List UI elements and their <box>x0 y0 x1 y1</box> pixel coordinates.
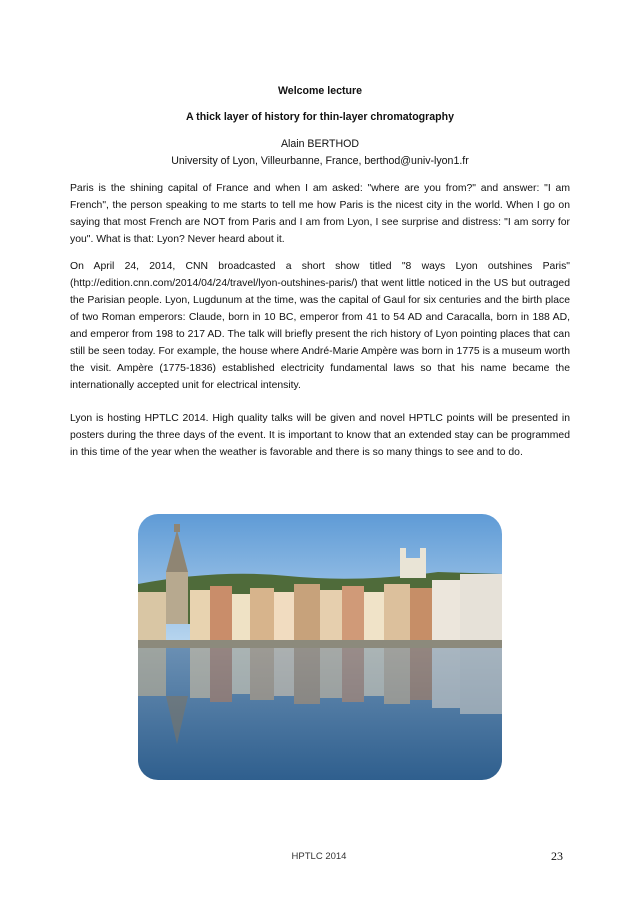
author-name: Alain BERTHOD <box>280 138 360 150</box>
paragraph-1: Paris is the shining capital of France and when I am asked: "where are you from?" and answer: "I am French", the person speaking to me starts to tell me how Paris is the nicest city in the world. When I go on saying that most French are NOT from Paris and I am from Lyon, I see surprise and distress: "I am sorry for you". What is that: Lyon? Never heard about it. <box>70 183 570 245</box>
page-number: 23 <box>551 849 563 863</box>
author-affiliation: University of Lyon, Villeurbanne, France, berthod@univ-lyon1.fr <box>171 155 469 167</box>
lecture-type: Welcome lecture <box>278 85 362 97</box>
paragraph-3: Lyon is hosting HPTLC 2014. High quality talks will be given and novel HPTLC points will be presented in posters during the three days of the event. It is important to know that an extended stay can be programmed in this time of the year when the weather is favorable and there is so many things to see and to do. <box>70 413 570 458</box>
footer-event: HPTLC 2014 <box>291 851 347 862</box>
lecture-title: A thick layer of history for thin-layer chromatography <box>185 111 455 123</box>
quay <box>138 640 502 648</box>
paragraph-2: On April 24, 2014, CNN broadcasted a short show titled "8 ways Lyon outshines Paris" (http://edition.cnn.com/2014/04/24/travel/lyon-outshines-paris/) that went little noticed in the US but outraged the Parisian people. Lyon, Lugdunum at the time, was the capital of Gaul for six centuries and the birth place of two Roman emperors: Claude, born in 10 BC, emperor from 41 to 54 AD and Caracalla, born in 188 AD, and emperor from 198 to 217 AD. The talk will briefly present the rich history of Lyon pointing places that can still be seen today. For example, the house where André-Marie Ampère was born in 1775 is a museum worth the visit. Ampère (1775-1836) established electricity fundamental laws so that his name became the internationally accepted unit for electrical intensity. <box>70 261 570 391</box>
lyon-riverfront-photo <box>138 514 502 780</box>
